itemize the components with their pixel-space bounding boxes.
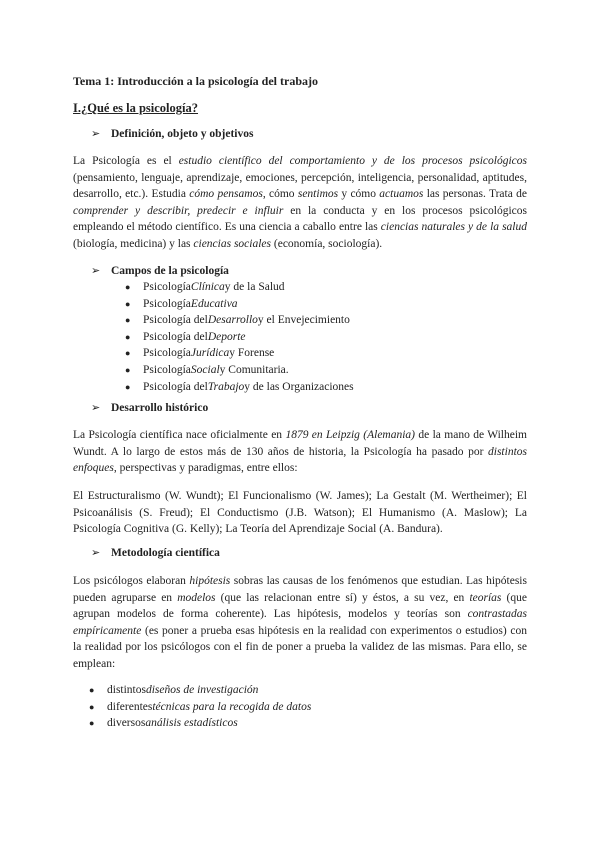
list-item: ● Psicología del Deporte bbox=[125, 329, 354, 346]
list-item: ● distintos diseños de investigación bbox=[89, 682, 311, 699]
heading-metodologia-label: Metodología científica bbox=[111, 546, 220, 559]
arrow-icon: ➢ bbox=[91, 128, 101, 140]
bullet-icon: ● bbox=[125, 282, 131, 292]
bullet-icon: ● bbox=[89, 718, 95, 729]
bullet-icon: ● bbox=[89, 685, 95, 695]
heading-desarrollo bbox=[91, 401, 208, 414]
arrow-icon: ➢ bbox=[91, 402, 101, 414]
heading-desarrollo-label: Desarrollo histórico bbox=[111, 401, 209, 414]
metodologia-list bbox=[89, 682, 311, 732]
section-heading: I.¿Qué es la psicología? bbox=[73, 101, 199, 115]
list-item: ● Psicología del Trabajo y de las Organizaciones bbox=[125, 379, 354, 396]
doc-title: Tema 1: Introducción a la psicología del trabajo bbox=[73, 74, 319, 88]
bullet-icon: ● bbox=[125, 331, 131, 342]
arrow-icon: ➢ bbox=[91, 547, 101, 559]
list-item: ● Psicología Educativa bbox=[125, 296, 354, 313]
list-item: ● diferentes técnicas para la recogida de datos bbox=[89, 699, 311, 716]
schools-paragraph: El Estructuralismo (W. Wundt); El Funcionalismo (W. James); La Gestalt (M. Wertheimer); El Psicoanálisis (S. Freud); El Conductismo (J.B. Watson); El Humanismo (A. Maslow); La Psicología Cognitiva (G. Kelly); La Teoría del Aprendizaje Social (A. Bandura). bbox=[73, 490, 527, 536]
list-item: ● Psicología Clínica y de la Salud bbox=[125, 279, 354, 296]
list-item: ● Psicología Social y Comunitaria. bbox=[125, 362, 354, 379]
heading-definicion-label: Definición, objeto y objetivos bbox=[111, 127, 254, 140]
bullet-icon: ● bbox=[89, 701, 95, 712]
arrow-icon: ➢ bbox=[91, 265, 101, 277]
bullet-icon: ● bbox=[125, 381, 131, 392]
bullet-icon: ● bbox=[125, 348, 131, 359]
heading-definicion bbox=[91, 127, 253, 140]
heading-metodologia bbox=[91, 546, 220, 559]
heading-campos bbox=[91, 264, 229, 277]
list-item: ● Psicología del Desarrollo y el Envejecimiento bbox=[125, 312, 354, 329]
bullet-icon: ● bbox=[125, 364, 131, 375]
desarrollo-paragraph: La Psicología científica nace oficialmente en 1879 en Leipzig (Alemania) de la mano de Wilheim Wundt. A lo largo de estos más de 130 años de historia, la Psicología ha pasado por distintos enfoques, perspectivas y paradigmas, entre ellos: bbox=[73, 429, 527, 475]
definicion-paragraph: La Psicología es el estudio científico del comportamiento y de los procesos psicológicos (pensamiento, lenguaje, aprendizaje, emociones, percepción, inteligencia, personalidad, aptitudes, desarrollo, etc.). Estudia cómo pensamos, cómo sentimos y cómo actuamos las personas. Trata de comprender y describir, predecir e influir en la conducta y en los procesos psicológicos empleando el método científico. Es una ciencia a caballo entre las ciencias naturales y de la salud (biología, medicina) y las ciencias sociales (economía, sociología). bbox=[73, 155, 528, 250]
campos-list bbox=[125, 279, 354, 395]
metodologia-paragraph: Los psicólogos elaboran hipótesis sobras las causas de los fenómenos que estudian. Las hipótesis pueden agruparse en modelos (que las relacionan entre sí) y éstos, a su vez, en teorías (que agrupan modelos de forma coherente). Las hipótesis, modelos y teorías son contrastadas empíricamente (es poner a prueba esas hipótesis en la realidad con experimentos o estudios) con la realidad por los psicólogos con el fin de poner a prueba la validez de las mismas. Para ello, se emplean: bbox=[73, 575, 527, 670]
bullet-icon: ● bbox=[125, 298, 131, 309]
heading-campos-label: Campos de la psicología bbox=[111, 264, 229, 277]
list-item: ● Psicología Jurídica y Forense bbox=[125, 345, 354, 362]
list-item: ● diversos análisis estadísticos bbox=[89, 715, 311, 732]
bullet-icon: ● bbox=[125, 315, 131, 326]
